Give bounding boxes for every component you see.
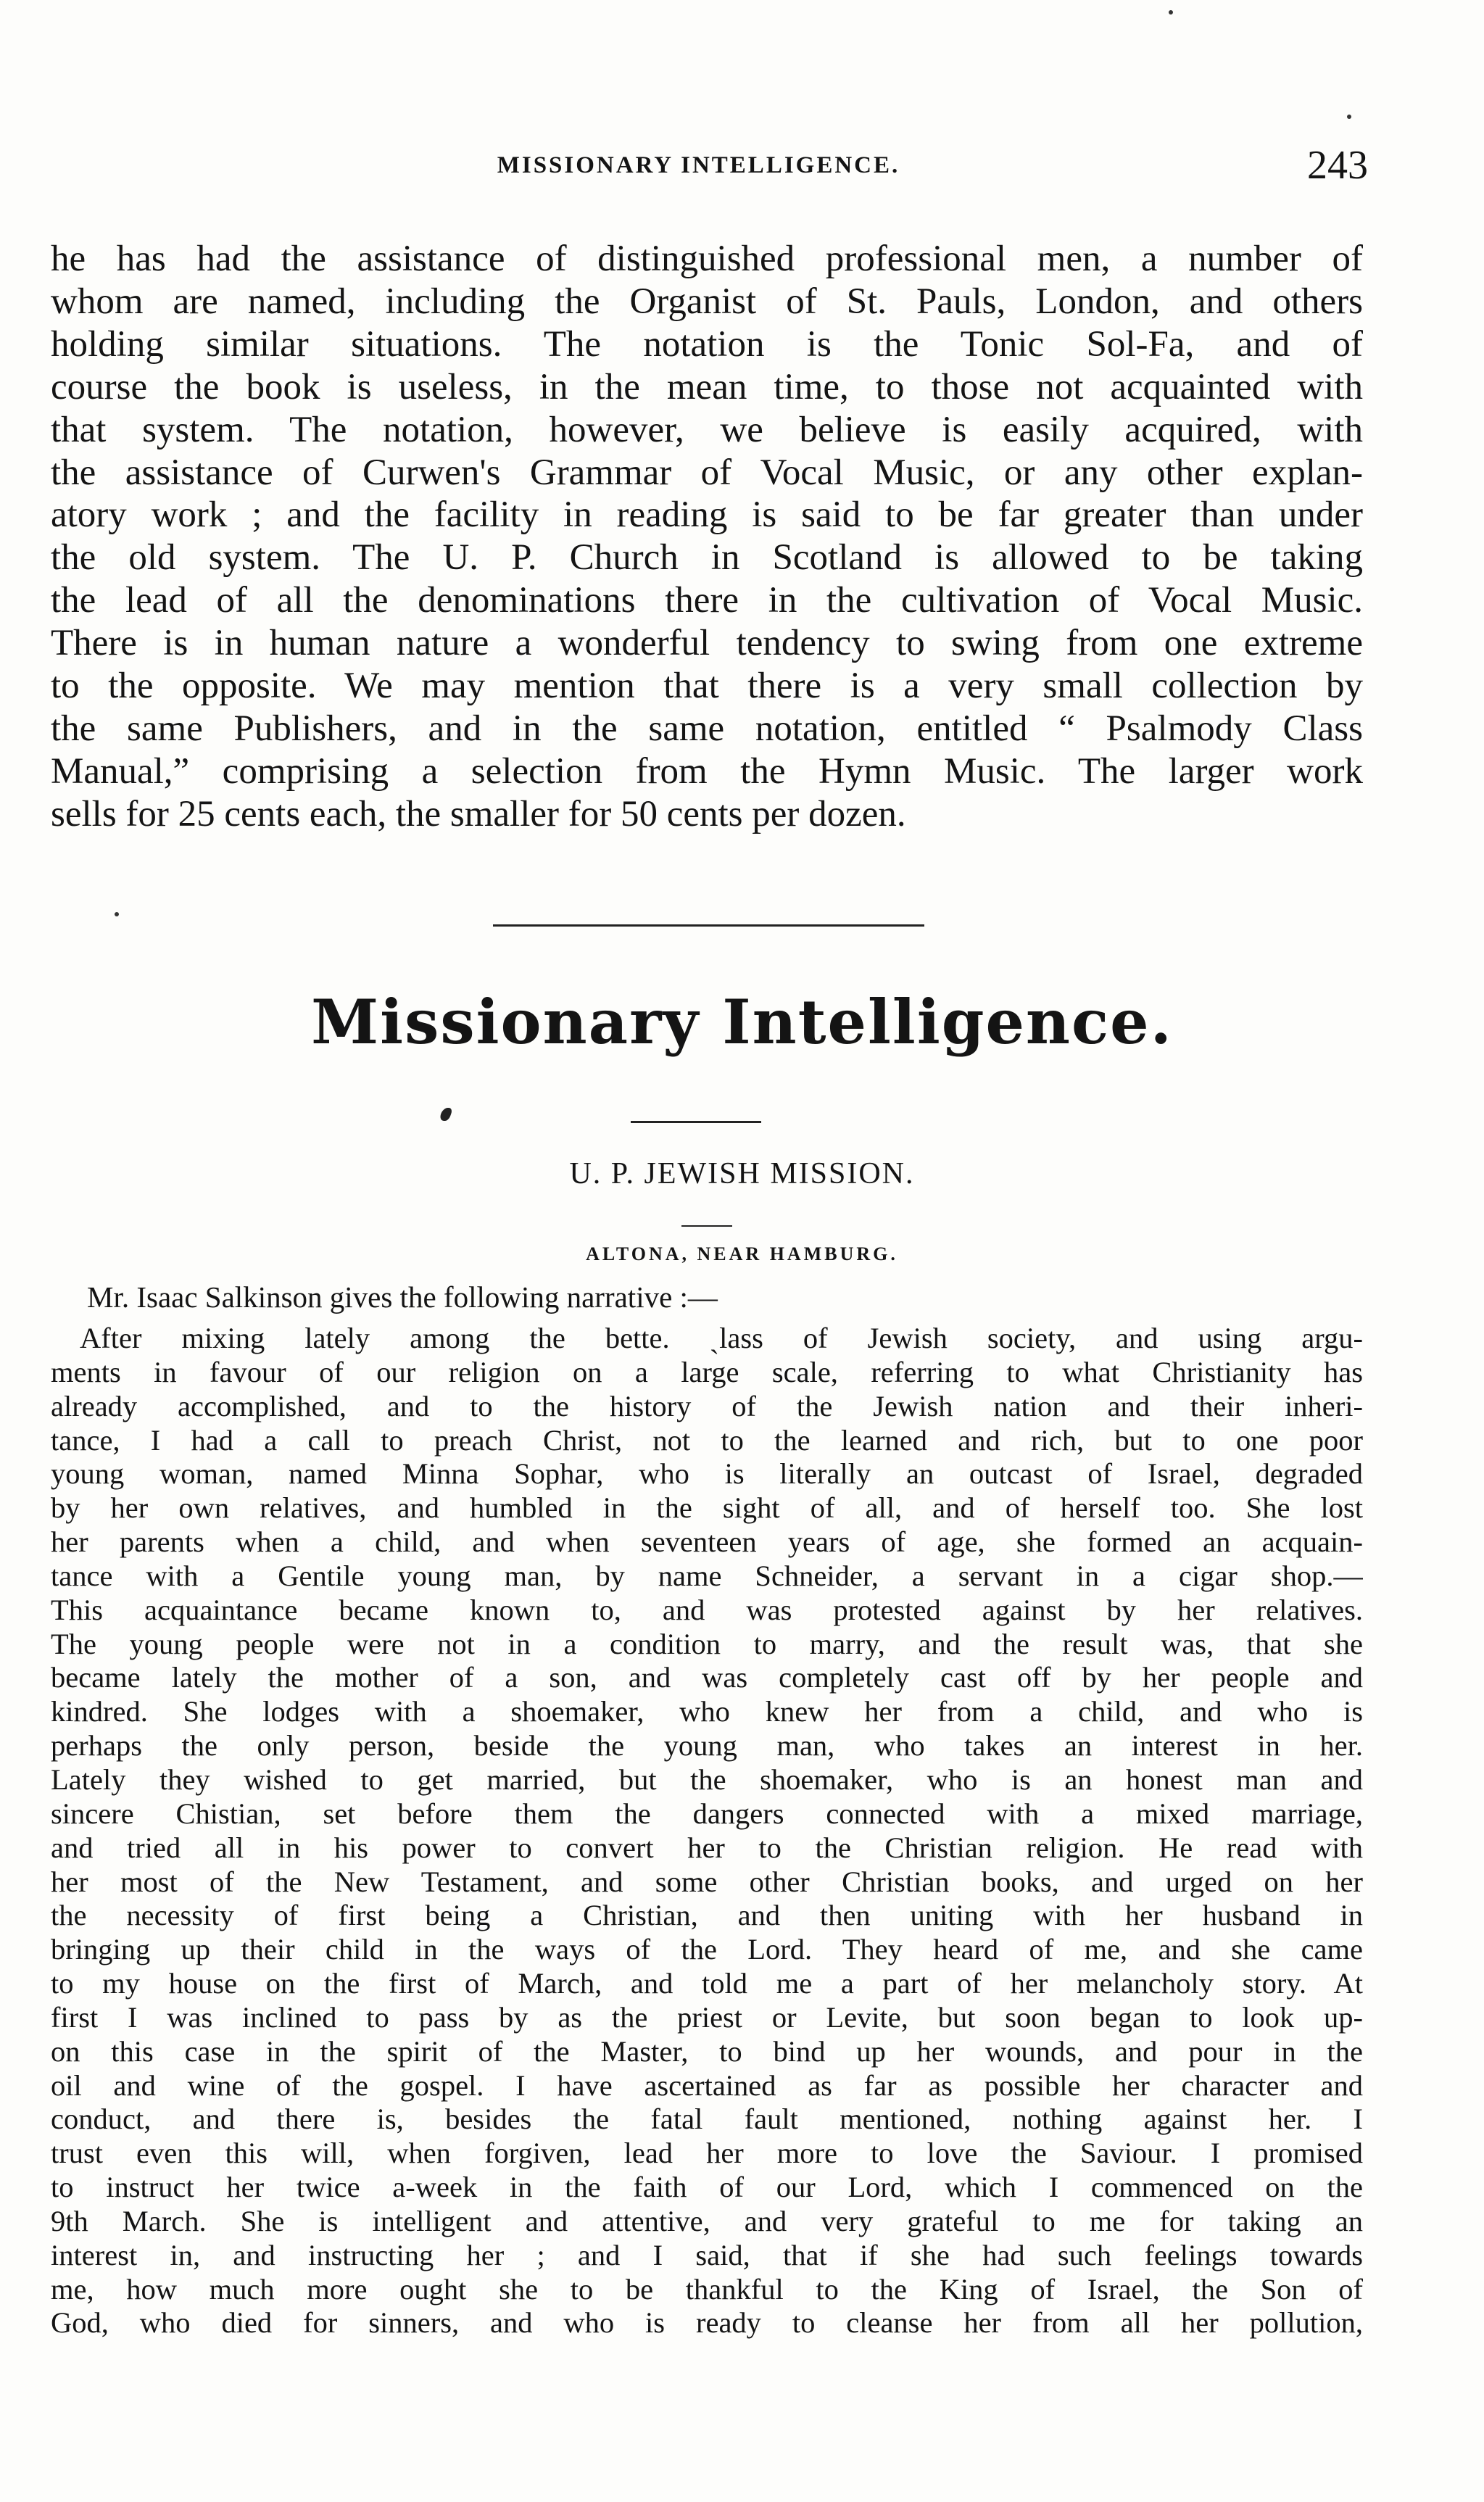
text-line: by her own relatives, and humbled in the sight of all, and of herself too. She lost <box>51 1491 1363 1525</box>
page-number: 243 <box>1307 143 1368 188</box>
continuation-paragraph <box>51 238 1363 836</box>
text-line: whom are named, including the Organist of St. Pauls, London, and others <box>51 281 1363 322</box>
section-divider-rule <box>493 924 924 927</box>
text-line: sells for 25 cents each, the smaller for 50 cents per dozen. <box>51 793 906 834</box>
subheading-rule <box>681 1225 732 1227</box>
text-line: course the book is useless, in the mean time, to those not acquainted with <box>51 366 1363 407</box>
text-line: her parents when a child, and when seventeen years of age, she formed an acquain- <box>51 1525 1363 1559</box>
text-line: that system. The notation, however, we believe is easily acquired, with <box>51 409 1363 450</box>
text-line: There is in human nature a wonderful tendency to swing from one extreme <box>51 623 1363 664</box>
running-title: MISSIONARY INTELLIGENCE. <box>497 152 900 178</box>
text-line: holding similar situations. The notation is the Tonic Sol-Fa, and of <box>51 323 1363 365</box>
text-line: on this case in the spirit of the Master, to bind up her wounds, and pour in the <box>51 2034 1363 2068</box>
text-line: 9th March. She is intelligent and attentive, and very grateful to me for taking an <box>51 2204 1363 2237</box>
text-line: Manual,” comprising a selection from the Hymn Music. The larger work <box>51 750 1363 792</box>
text-line: oil and wine of the gospel. I have ascertained as far as possible her character and <box>51 2068 1363 2102</box>
print-speck <box>115 912 119 916</box>
text-line: to my house on the first of March, and told me a part of her melancholy story. At <box>51 1967 1363 2000</box>
text-line: the old system. The U. P. Church in Scotland is allowed to be taking <box>51 537 1363 579</box>
text-line: conduct, and there is, besides the fatal fault mentioned, nothing against her. I <box>51 2103 1363 2136</box>
text-line: perhaps the only person, beside the young man, who takes an interest in her. <box>51 1729 1363 1762</box>
text-line: tance with a Gentile young man, by name Schneider, a servant in a cigar shop.— <box>51 1559 1363 1592</box>
print-speck <box>1169 10 1173 15</box>
text-line: trust even this will, when forgiven, lead her more to love the Saviour. I promised <box>51 2137 1363 2170</box>
text-line: her most of the New Testament, and some other Christian books, and urged on her <box>51 1865 1363 1898</box>
running-head <box>51 142 1368 188</box>
text-line: tance, I had a call to preach Christ, not to the learned and rich, but to one poor <box>51 1423 1363 1457</box>
text-line: After mixing lately among the bette. ˏlass of Jewish society, and using argu- <box>80 1322 1363 1354</box>
text-line: the lead of all the denominations there in the cultivation of Vocal Music. <box>51 580 1363 621</box>
text-line: and tried all in his power to convert her to the Christian religion. He read with <box>51 1831 1363 1864</box>
text-line: The young people were not in a condition to marry, and the result was, that she <box>51 1627 1363 1660</box>
text-line: became lately the mother of a son, and was completely cast off by her people and <box>51 1661 1363 1694</box>
narrative-intro: Mr. Isaac Salkinson gives the following narrative :— <box>87 1280 718 1314</box>
text-line: already accomplished, and to the history of the Jewish nation and their inheri- <box>51 1389 1363 1422</box>
print-speck <box>1347 115 1351 119</box>
text-line: bringing up their child in the ways of the Lord. They heard of me, and she came <box>51 1933 1363 1966</box>
text-line: to the opposite. We may mention that there is a very small collection by <box>51 666 1363 707</box>
text-line: he has had the assistance of distinguished professional men, a number of <box>51 239 1363 279</box>
narrative-paragraph <box>51 1322 1363 2340</box>
text-line: atory work ; and the facility in reading is said to be far greater than under <box>51 494 1363 536</box>
text-line: the assistance of Curwen's Grammar of Vocal Music, or any other explan- <box>51 452 1363 493</box>
text-line: sincere Chistian, set before them the dangers connected with a mixed marriage, <box>51 1797 1363 1830</box>
text-line: to instruct her twice a-week in the faith of our Lord, which I commenced on the <box>51 2171 1363 2204</box>
text-line: first I was inclined to pass by as the priest or Levite, but soon began to look up- <box>51 2000 1363 2034</box>
text-line: ments in favour of our religion on a large scale, referring to what Christianity has <box>51 1355 1363 1388</box>
text-line: me, how much more ought she to be thankful to the King of Israel, the Son of <box>51 2272 1363 2306</box>
article-subheading: U. P. JEWISH MISSION. <box>569 1157 915 1190</box>
text-line: the necessity of first being a Christian, and then uniting with her husband in <box>51 1899 1363 1932</box>
dateline: ALTONA, NEAR HAMBURG. <box>586 1243 898 1264</box>
text-line: Lately they wished to get married, but the shoemaker, who is an honest man and <box>51 1762 1363 1796</box>
text-line: This acquaintance became known to, and was protested against by her relatives. <box>51 1593 1363 1626</box>
text-line: the same Publishers, and in the same notation, entitled “ Psalmody Class <box>51 708 1363 749</box>
text-line: God, who died for sinners, and who is ready to cleanse her from all her pollution, <box>51 2306 1363 2340</box>
ornament-mark <box>439 1108 454 1121</box>
text-line: young woman, named Minna Sophar, who is literally an outcast of Israel, degraded <box>51 1457 1363 1491</box>
title-underline-rule <box>631 1121 761 1123</box>
text-line: interest in, and instructing her ; and I said, that if she had such feelings towards <box>51 2238 1363 2271</box>
section-title: Missionary Intelligence. <box>311 986 1173 1058</box>
text-line: kindred. She lodges with a shoemaker, who knew her from a child, and who is <box>51 1695 1363 1728</box>
